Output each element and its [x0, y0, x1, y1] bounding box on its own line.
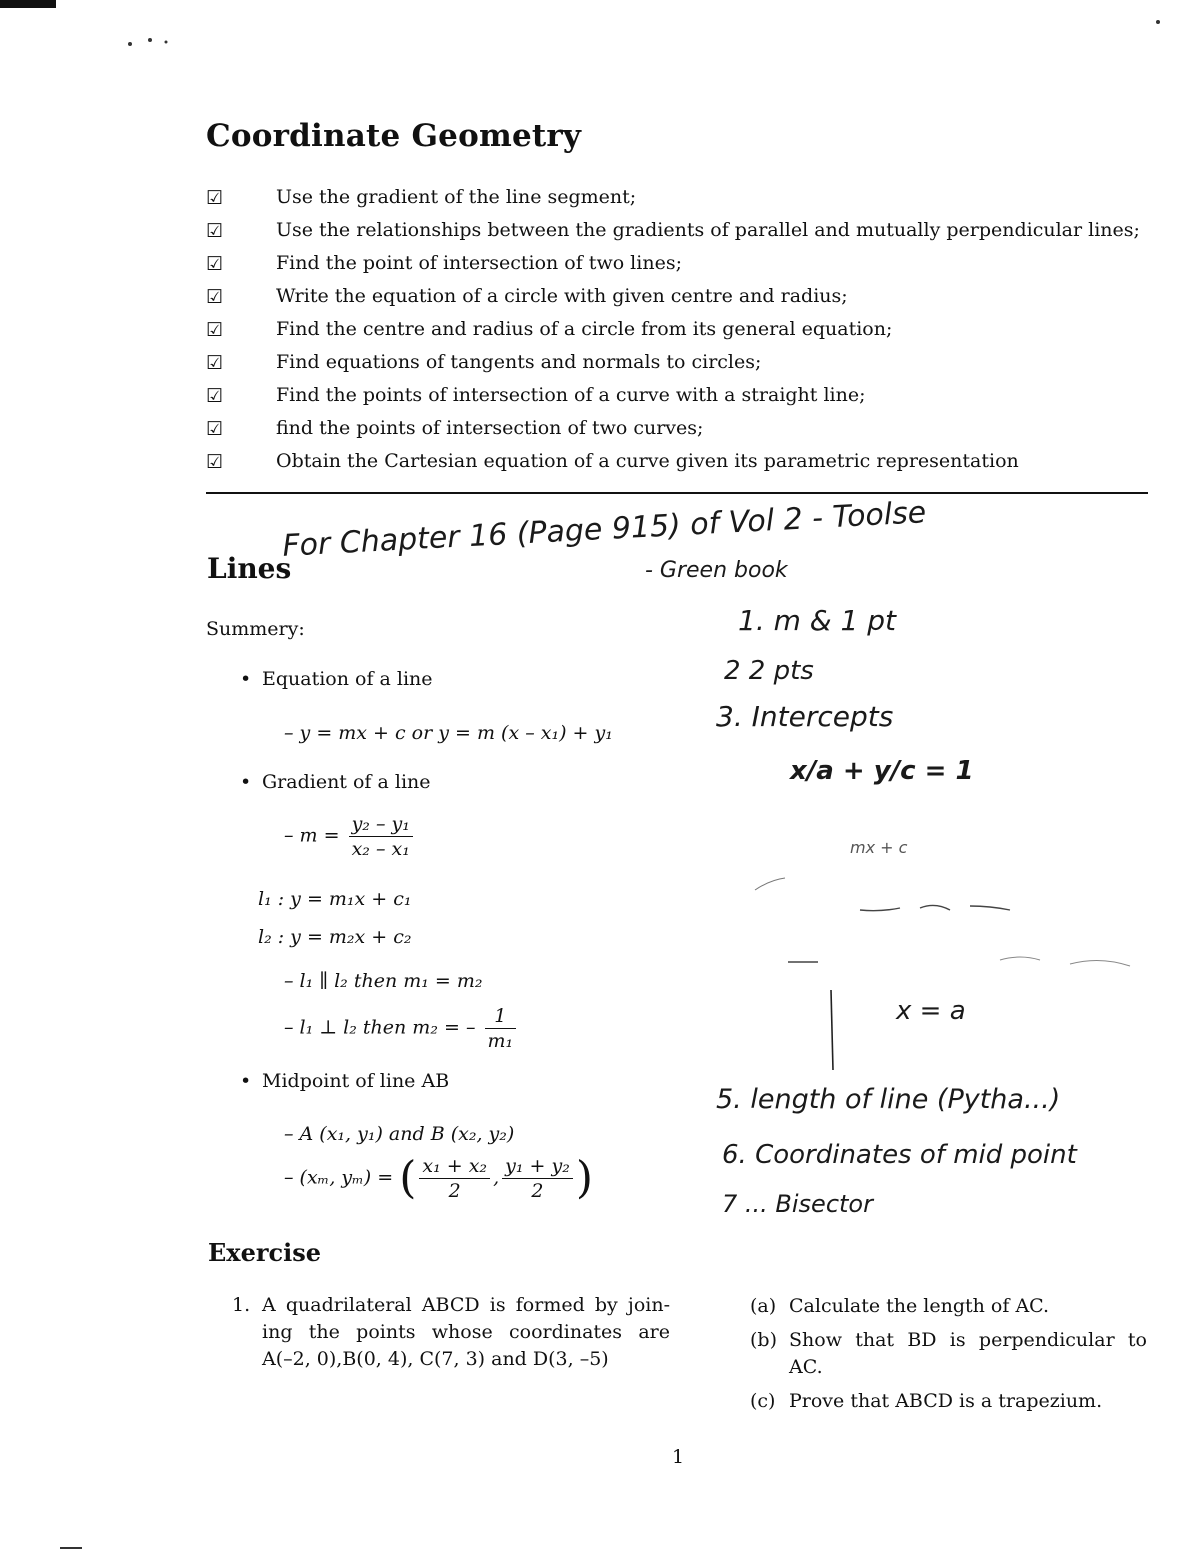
- bullet-midpoint: • Midpoint of line AB: [240, 1070, 450, 1092]
- handwritten-list-3: 3. Intercepts: [716, 700, 894, 733]
- handwritten-book-note: - Green book: [645, 558, 788, 583]
- midpoint-points: – A (x₁, y₁) and B (x₂, y₂): [284, 1123, 515, 1145]
- exercise-part-a: (a) Calculate the length of AC.: [750, 1295, 1050, 1317]
- handwritten-x-equals: x = a: [896, 996, 966, 1026]
- handwritten-list-7: 7 ... Bisector: [722, 1190, 873, 1218]
- checkbox-icon: ☑: [206, 385, 224, 407]
- line-l2-equation: l₂ : y = m₂x + c₂: [258, 926, 412, 948]
- section-heading-lines: Lines: [207, 552, 292, 585]
- handwritten-intercept-equation: x/a + y/c = 1: [790, 756, 974, 786]
- handwritten-faint-note: mx + c: [850, 838, 908, 857]
- summary-label: Summery:: [206, 618, 305, 640]
- handwritten-list-6: 6. Coordinates of mid point: [722, 1140, 1077, 1170]
- bullet-icon: •: [240, 771, 252, 793]
- checkbox-icon: ☑: [206, 187, 224, 209]
- gradient-fraction: $\frac{\text{y₂ – y₁}}{\text{x₂ – x₁}}$: [349, 812, 413, 861]
- scan-speck: [148, 38, 152, 42]
- pen-stroke: [1000, 957, 1130, 966]
- pen-stroke: [831, 990, 833, 1070]
- list-item: ☑ Write the equation of a circle with given centre and radius;: [206, 285, 848, 308]
- perpendicular-fraction: $\frac{1}{\text{m₁}}$: [485, 1004, 517, 1053]
- list-item: ☑ Use the relationships between the gradients of parallel and mutually perpendicular lines;: [206, 219, 1140, 242]
- handwritten-list-5: 5. length of line (Pytha...): [716, 1084, 1061, 1115]
- line-equation-formula: – y = mx + c or y = m (x – x₁) + y₁: [284, 722, 613, 744]
- checkbox-icon: ☑: [206, 451, 224, 473]
- list-item: ☑ Find the point of intersection of two lines;: [206, 252, 682, 275]
- exercise-part-b: (b) Show that BD is perpendicular to AC.: [750, 1329, 1147, 1378]
- page-number: 1: [672, 1446, 685, 1468]
- midpoint-y-fraction: $\frac{\text{y₁ + y₂}}{2}$: [502, 1154, 573, 1203]
- exercise-part-c: (c) Prove that ABCD is a trapezium.: [750, 1390, 1103, 1412]
- exercise-number: 1.: [232, 1294, 251, 1316]
- list-item: ☑ Find equations of tangents and normals to circles;: [206, 351, 762, 374]
- midpoint-formula: – (xₘ, yₘ) = ( $\frac{\text{x₁ + x₂}}{2}$ , $\frac{\text{y₁ + y₂}}{2}$ ): [284, 1152, 593, 1204]
- parallel-condition: – l₁ ∥ l₂ then m₁ = m₂: [284, 970, 483, 992]
- midpoint-x-fraction: $\frac{\text{x₁ + x₂}}{2}$: [419, 1154, 490, 1203]
- line-l1-equation: l₁ : y = m₁x + c₁: [258, 888, 412, 910]
- list-item: ☑ Find the centre and radius of a circle from its general equation;: [206, 318, 893, 341]
- checkbox-icon: ☑: [206, 418, 224, 440]
- checkbox-icon: ☑: [206, 319, 224, 341]
- bullet-icon: •: [240, 1070, 252, 1092]
- scan-speck: [165, 41, 168, 44]
- bullet-gradient: • Gradient of a line: [240, 771, 431, 793]
- list-item: ☑ Obtain the Cartesian equation of a curve given its parametric representation: [206, 450, 1019, 473]
- list-item: ☑ Find the points of intersection of a curve with a straight line;: [206, 384, 866, 407]
- handwritten-list-2: 2 2 pts: [724, 656, 814, 686]
- scan-speck: [128, 42, 132, 46]
- bullet-icon: •: [240, 668, 252, 690]
- handwritten-chapter-note: For Chapter 16 (Page 915) of Vol 2 - Toolse: [281, 495, 928, 564]
- scan-edge-mark: [0, 0, 56, 8]
- handwritten-list-1: 1. m & 1 pt: [738, 604, 896, 637]
- checkbox-icon: ☑: [206, 286, 224, 308]
- checkbox-icon: ☑: [206, 220, 224, 242]
- bullet-equation-of-line: • Equation of a line: [240, 668, 433, 690]
- checkbox-icon: ☑: [206, 352, 224, 374]
- list-item: ☑ Use the gradient of the line segment;: [206, 186, 637, 209]
- perpendicular-condition: – l₁ ⊥ l₂ then m₂ = – $\frac{1}{\text{m₁}}$: [284, 1004, 519, 1053]
- checkbox-icon: ☑: [206, 253, 224, 275]
- gradient-formula: – m = $\frac{\text{y₂ – y₁}}{\text{x₂ – x₁}}$: [284, 812, 416, 861]
- scan-speck: [1156, 20, 1160, 24]
- list-item: ☑ find the points of intersection of two curves;: [206, 417, 704, 440]
- page-title: Coordinate Geometry: [206, 118, 582, 154]
- pen-stroke: [755, 878, 785, 890]
- pen-stroke: [860, 905, 1010, 910]
- section-heading-exercise: Exercise: [208, 1238, 322, 1267]
- exercise-question: A quadrilateral ABCD is formed by join- ing the points whose coordinates are A(–2, 0),B(0, 4), C(7, 3) and D(3, –5): [262, 1294, 670, 1370]
